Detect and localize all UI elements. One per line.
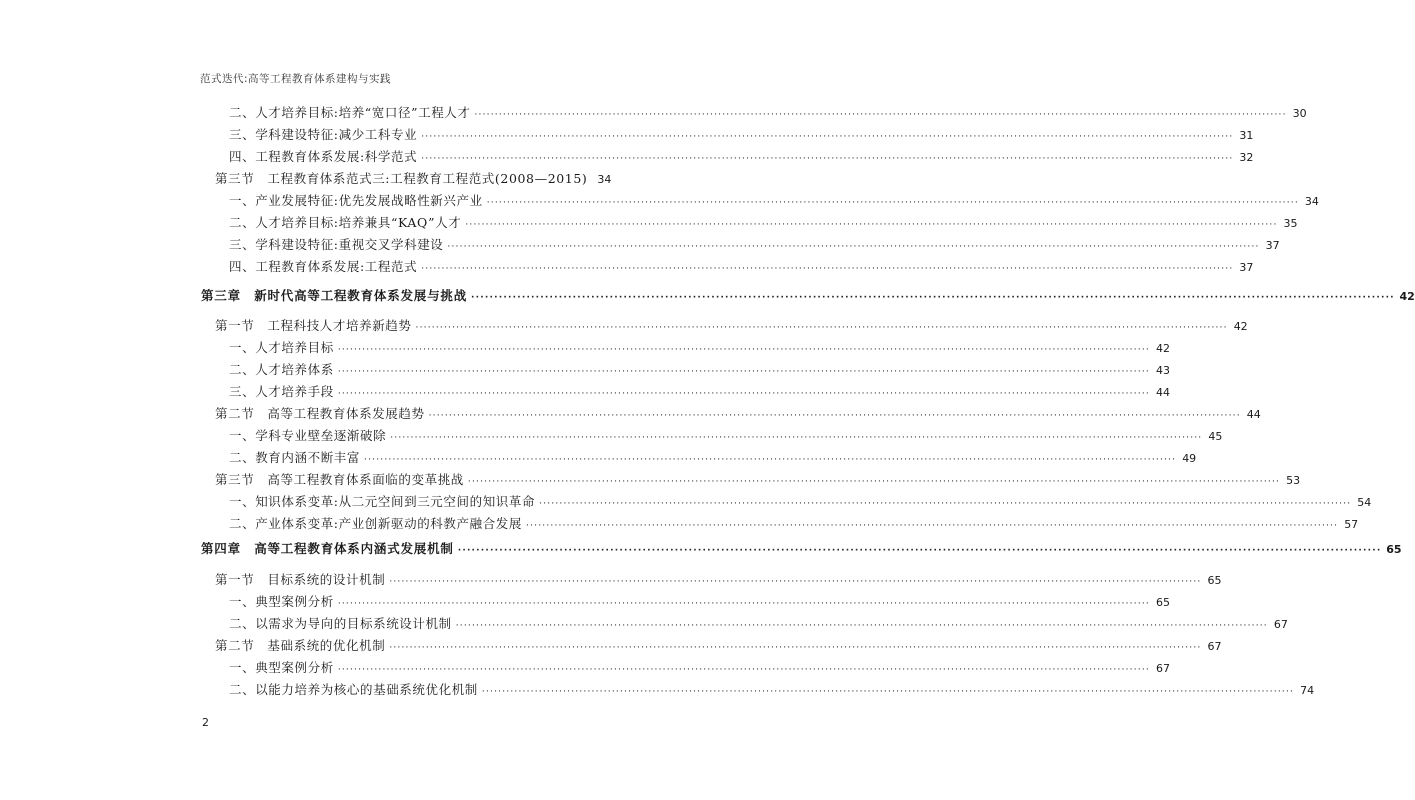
toc-entry-title: 二、人才培养目标:培养“宽口径”工程人才 <box>229 105 471 120</box>
toc-entry-page: 74 <box>1300 684 1315 697</box>
toc-entry-title: 第三节 高等工程教育体系面临的变革挑战 <box>215 472 464 487</box>
toc-entry-page: 30 <box>1292 107 1307 120</box>
toc-entry-sub <box>229 105 1307 121</box>
toc-entry-sub <box>229 428 1223 444</box>
toc-leader-dots: ········································································································································································································ <box>481 687 1295 697</box>
toc-leader-dots: ········································································································································································································ <box>539 499 1352 509</box>
toc-leader-dots: ········································································································································································································ <box>486 198 1299 208</box>
toc-leader-dots: ········································································································································································································ <box>526 521 1339 531</box>
toc-entry-page: 67 <box>1207 640 1222 653</box>
toc-entry-sub <box>229 127 1254 143</box>
toc-leader-dots: ········································································································································································································ <box>337 665 1150 675</box>
toc-entry-page: 53 <box>1286 474 1301 487</box>
toc-leader-dots: ········································································································································································································ <box>421 154 1234 164</box>
toc-entry-page: 65 <box>1207 574 1222 587</box>
toc-entry-page: 37 <box>1239 261 1254 274</box>
toc-entry-title: 四、工程教育体系发展:工程范式 <box>229 259 418 274</box>
toc-leader-dots: ········································································································································································································ <box>471 293 1395 303</box>
toc-entry-title: 第二节 基础系统的优化机制 <box>215 638 386 653</box>
toc-entry-title: 三、学科建设特征:减少工科专业 <box>229 127 418 142</box>
toc-leader-dots: ········································································································································································································ <box>465 220 1278 230</box>
toc-entry-page: 67 <box>1273 618 1288 631</box>
toc-entry-section <box>215 406 1261 422</box>
toc-leader-dots: ········································································································································································································ <box>428 411 1241 421</box>
toc-entry-sub <box>229 237 1280 253</box>
toc-entry-page: 67 <box>1155 662 1170 675</box>
toc-entry-page: 65 <box>1155 596 1170 609</box>
toc-entry-page: 42 <box>1399 290 1415 303</box>
toc-entry-sub <box>229 594 1170 610</box>
toc-entry-title: 第一节 目标系统的设计机制 <box>215 572 386 587</box>
toc-leader-dots: ········································································································································································································ <box>421 264 1234 274</box>
toc-entry-page: 57 <box>1344 518 1359 531</box>
toc-leader-dots: ········································································································································································································ <box>337 599 1150 609</box>
toc-entry-title: 第四章 高等工程教育体系内涵式发展机制 <box>201 541 454 556</box>
toc-entry-title: 一、典型案例分析 <box>229 660 334 675</box>
toc-entry-sub <box>229 149 1254 165</box>
toc-entry-title: 三、人才培养手段 <box>229 384 334 399</box>
toc-entry-chapter <box>201 288 1415 304</box>
toc-leader-dots: ········································································································································································································ <box>389 577 1202 587</box>
toc-leader-dots: ········································································································································································································ <box>390 433 1203 443</box>
toc-entry-page: 37 <box>1265 239 1280 252</box>
toc-leader-dots: ········································································································································································································ <box>447 242 1260 252</box>
toc-entry-sub <box>229 362 1170 378</box>
toc-entry-section <box>215 572 1222 588</box>
toc-entry-title: 一、产业发展特征:优先发展战略性新兴产业 <box>229 193 483 208</box>
toc-entry-sub <box>229 384 1170 400</box>
toc-entry-title: 第三节 工程教育体系范式三:工程教育工程范式(2008—2015) <box>215 171 588 186</box>
toc-entry-page: 43 <box>1155 364 1170 377</box>
toc-entry-page: 42 <box>1155 342 1170 355</box>
toc-entry-title: 二、人才培养目标:培养兼具“KAQ”人才 <box>229 215 462 230</box>
toc-entry-page: 35 <box>1283 217 1298 230</box>
toc-entry-sub <box>229 193 1319 209</box>
toc-entry-page: 42 <box>1233 320 1248 333</box>
toc-entry-section <box>215 472 1301 488</box>
toc-entry-title: 三、学科建设特征:重视交叉学科建设 <box>229 237 444 252</box>
toc-entry-sub <box>229 450 1197 466</box>
toc-entry-title: 二、以能力培养为核心的基础系统优化机制 <box>229 682 478 697</box>
toc-entry-page: 32 <box>1239 151 1254 164</box>
page-number: 2 <box>202 716 209 729</box>
toc-leader-dots: ········································································································································································································ <box>421 132 1234 142</box>
toc-entry-title: 一、人才培养目标 <box>229 340 334 355</box>
toc-leader-dots: ········································································································································································································ <box>337 367 1150 377</box>
toc-entry-sub <box>229 259 1254 275</box>
toc-entry-page: 45 <box>1208 430 1223 443</box>
toc-entry-section <box>215 318 1248 334</box>
toc-entry-sub <box>229 494 1372 510</box>
toc-entry-chapter <box>201 541 1402 557</box>
toc-entry-page: 31 <box>1239 129 1254 142</box>
toc-leader-dots: ········································································································································································································ <box>389 643 1202 653</box>
toc-entry-sub <box>229 616 1288 632</box>
toc-leader-dots: ········································································································································································································ <box>467 477 1281 487</box>
toc-entry-page: 54 <box>1357 496 1372 509</box>
toc-entry-section <box>215 638 1222 654</box>
toc-entry-title: 第三章 新时代高等工程教育体系发展与挑战 <box>201 288 468 303</box>
toc-entry-sub <box>229 516 1359 532</box>
toc-entry-title: 四、工程教育体系发展:科学范式 <box>229 149 418 164</box>
toc-entry-title: 一、典型案例分析 <box>229 594 334 609</box>
toc-leader-dots: ········································································································································································································ <box>455 621 1268 631</box>
toc-entry-sub <box>229 215 1298 231</box>
toc-leader-dots: ········································································································································································································ <box>474 110 1287 120</box>
toc-entry-section <box>215 171 612 187</box>
toc-entry-title: 二、教育内涵不断丰富 <box>229 450 361 465</box>
toc-leader-dots: ········································································································································································································ <box>364 455 1177 465</box>
toc-entry-title: 第一节 工程科技人才培养新趋势 <box>215 318 412 333</box>
toc-entry-title: 二、以需求为导向的目标系统设计机制 <box>229 616 452 631</box>
toc-entry-title: 一、学科专业壁垒逐渐破除 <box>229 428 387 443</box>
toc-entry-page: 65 <box>1386 543 1402 556</box>
toc-leader-dots: ········································································································································································································ <box>457 546 1382 556</box>
toc-entry-page: 34 <box>1304 195 1319 208</box>
toc-leader-dots: ········································································································································································································ <box>337 345 1150 355</box>
toc-entry-page: 34 <box>597 173 612 186</box>
toc-entry-page: 44 <box>1246 408 1261 421</box>
toc-entry-title: 二、产业体系变革:产业创新驱动的科教产融合发展 <box>229 516 523 531</box>
toc-leader-dots: ········································································································································································································ <box>415 323 1228 333</box>
toc-entry-page: 44 <box>1155 386 1170 399</box>
toc-entry-sub <box>229 340 1170 356</box>
toc-entry-page: 49 <box>1182 452 1197 465</box>
toc-leader-dots: ········································································································································································································ <box>337 389 1150 399</box>
toc-entry-sub <box>229 660 1170 676</box>
toc-entry-title: 二、人才培养体系 <box>229 362 334 377</box>
toc-entry-sub <box>229 682 1315 698</box>
toc-entry-title: 一、知识体系变革:从二元空间到三元空间的知识革命 <box>229 494 536 509</box>
running-header: 范式迭代:高等工程教育体系建构与实践 <box>200 73 392 85</box>
toc-entry-title: 第二节 高等工程教育体系发展趋势 <box>215 406 425 421</box>
